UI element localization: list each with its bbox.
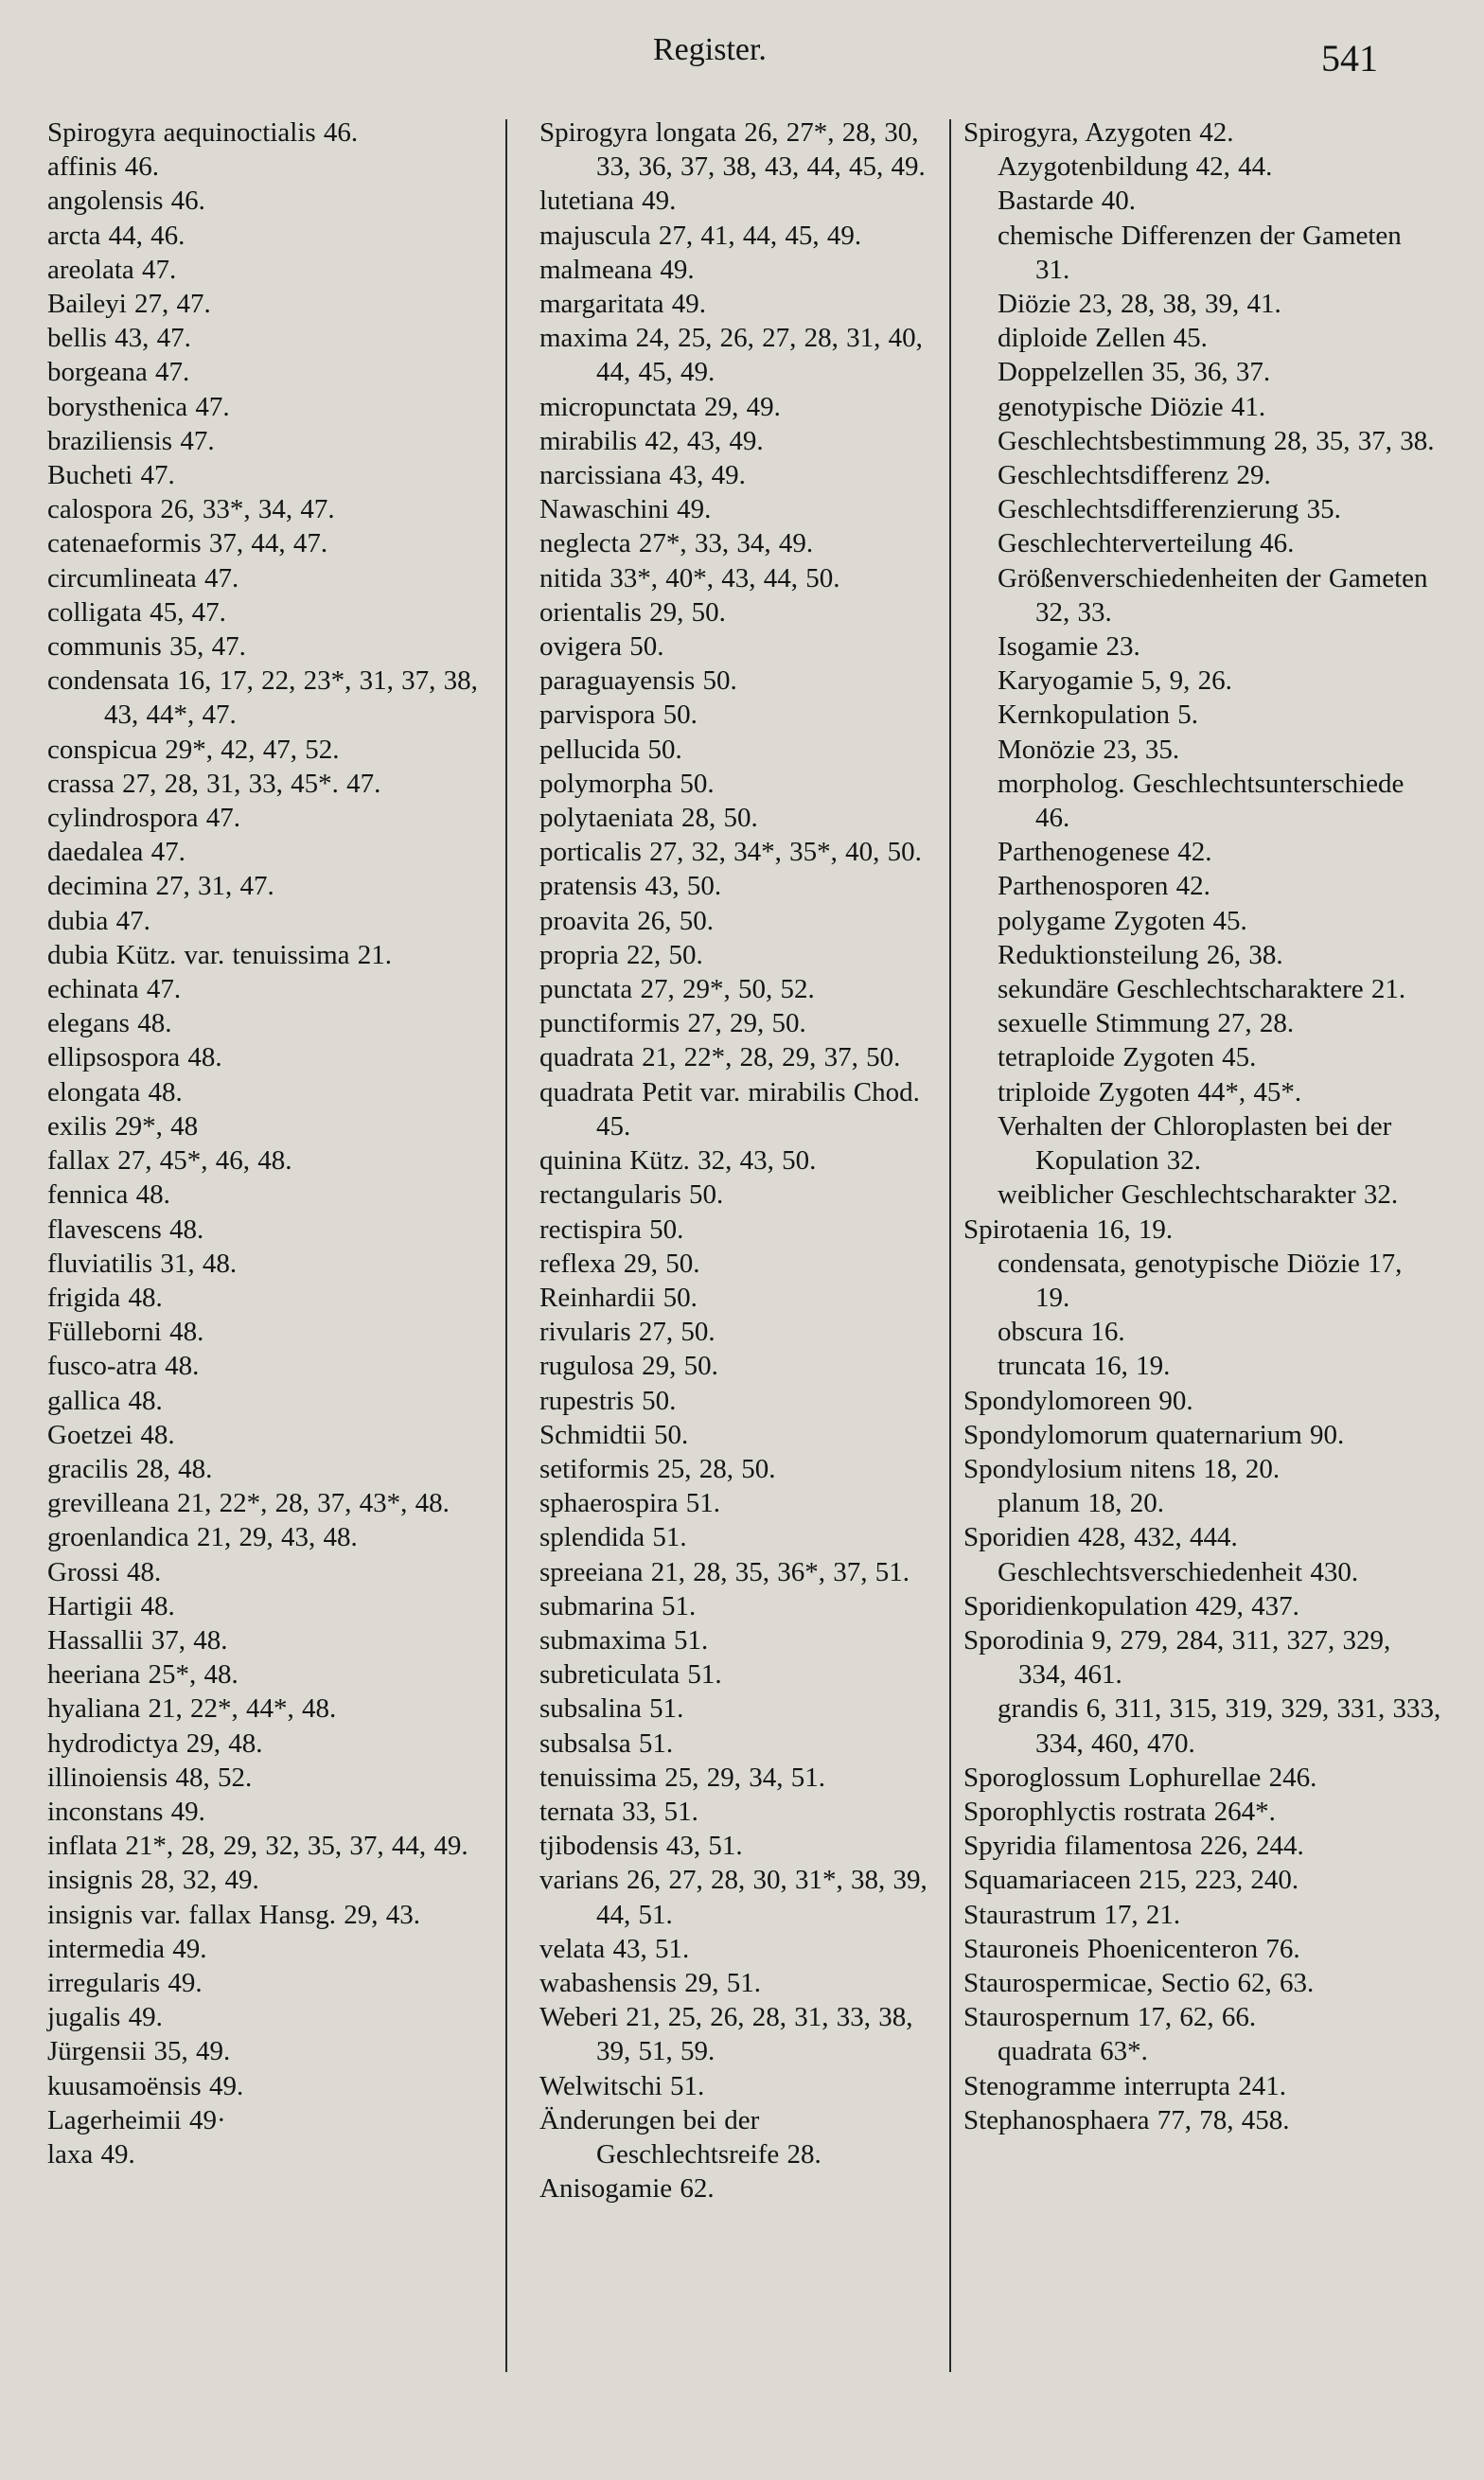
index-entry: borysthenica 47. [47,391,230,422]
index-entry: submaxima 51. [539,1624,709,1656]
index-entry: sexuelle Stimmung 27, 28. [998,1008,1295,1039]
index-entry: lutetiana 49. [539,186,677,217]
index-entry: narcissiana 43, 49. [539,460,746,491]
index-entry: Reinhardii 50. [539,1282,698,1313]
index-entry: obscura 16. [998,1317,1125,1348]
index-entry: Welwitschi 51. [539,2070,705,2101]
index-entry: fluviatilis 31, 48. [47,1248,238,1279]
index-column-3 [963,115,1441,2137]
index-entry: diploide Zellen 45. [998,323,1208,354]
index-entry: echinata 47. [47,974,182,1005]
index-entry: Geschlechtsbestimmung 28, 35, 37, 38. [998,425,1435,456]
index-entry: Geschlechterverteilung 46. [998,528,1295,559]
index-entry: Sporidienkopulation 429, 437. [963,1590,1299,1621]
index-entry: truncata 16, 19. [998,1351,1171,1382]
index-entry: grandis 6, 311, 315, 319, 329, 331, 333, 334, 460, 470. [998,1693,1441,1759]
index-entry: maxima 24, 25, 26, 27, 28, 31, 40, 44, 45, 49. [539,323,923,388]
index-entry-list [47,115,502,2171]
index-entry: rivularis 27, 50. [539,1317,716,1348]
index-entry: Karyogamie 5, 9, 26. [998,665,1232,697]
index-entry: frigida 48. [47,1282,163,1313]
index-entry: tetraploide Zygoten 45. [998,1042,1257,1073]
index-entry: intermedia 49. [47,1933,207,1964]
index-entry: kuusamoënsis 49. [47,2070,244,2101]
index-entry: Sporidien 428, 432, 444. [963,1522,1238,1553]
index-entry: porticalis 27, 32, 34*, 35*, 40, 50. [539,837,922,868]
index-entry: exilis 29*, 48 [47,1110,199,1142]
index-entry: quadrata 63*. [998,2036,1148,2067]
index-entry: malmeana 49. [539,254,695,285]
index-entry: splendida 51. [539,1522,687,1553]
index-entry: laxa 49. [47,2138,135,2170]
index-entry: conspicua 29*, 42, 47, 52. [47,734,340,765]
index-entry: Anisogamie 62. [539,2173,715,2205]
index-entry: subsalsa 51. [539,1727,674,1759]
index-entry: triploide Zygoten 44*, 45*. [998,1076,1302,1107]
index-entry: calospora 26, 33*, 34, 47. [47,494,335,525]
index-entry: Baileyi 27, 47. [47,289,211,320]
index-entry: Diözie 23, 28, 38, 39, 41. [998,289,1281,320]
index-entry: Kernkopulation 5. [998,700,1199,731]
index-entry: weiblicher Geschlechtscharakter 32. [998,1179,1399,1211]
index-entry: Spirotaenia 16, 19. [963,1213,1174,1245]
index-entry: communis 35, 47. [47,631,246,663]
index-entry: insignis 28, 32, 49. [47,1865,259,1896]
index-entry: decimina 27, 31, 47. [47,871,274,902]
index-entry: Azygotenbildung 42, 44. [998,151,1273,183]
index-entry: Sporoglossum Lophurellae 246. [963,1762,1317,1793]
index-entry: wabashensis 29, 51. [539,1967,761,1998]
index-entry: Spondylomoreen 90. [963,1385,1193,1416]
index-entry: areolata 47. [47,254,177,285]
index-entry: Stenogramme interrupta 241. [963,2070,1287,2101]
index-entry-list [539,115,946,2205]
index-entry: Doppelzellen 35, 36, 37. [998,357,1271,388]
index-entry: proavita 26, 50. [539,905,715,936]
index-entry: ellipsospora 48. [47,1042,222,1073]
index-entry: rectispira 50. [539,1213,684,1245]
index-entry: neglecta 27*, 33, 34, 49. [539,528,814,559]
index-entry: fennica 48. [47,1179,170,1211]
index-entry: affinis 46. [47,151,160,183]
index-entry: fallax 27, 45*, 46, 48. [47,1145,292,1177]
index-entry: Reduktionsteilung 26, 38. [998,939,1283,970]
index-entry: tenuissima 25, 29, 34, 51. [539,1762,826,1793]
index-entry: rugulosa 29, 50. [539,1351,718,1382]
index-entry: irregularis 49. [47,1967,203,1998]
index-entry: grevilleana 21, 22*, 28, 37, 43*, 48. [47,1488,450,1519]
index-entry: paraguayensis 50. [539,665,737,697]
index-entry: Geschlechtsverschiedenheit 430. [998,1556,1359,1587]
index-entry: Staurospermicae, Sectio 62, 63. [963,1967,1315,1998]
index-entry: morpholog. Geschlechtsunterschiede 46. [998,768,1404,834]
index-entry: flavescens 48. [47,1213,204,1245]
index-entry: groenlandica 21, 29, 43, 48. [47,1522,358,1553]
index-entry: ternata 33, 51. [539,1796,698,1827]
index-entry: dubia 47. [47,905,150,936]
index-entry: sekundäre Geschlechtscharaktere 21. [998,974,1406,1005]
index-entry: condensata, genotypische Diözie 17, 19. [998,1248,1403,1313]
index-entry: illinoiensis 48, 52. [47,1762,253,1793]
index-entry: micropunctata 29, 49. [539,391,781,422]
index-entry: gallica 48. [47,1385,163,1416]
index-entry: Bucheti 47. [47,460,175,491]
index-entry: Stephanosphaera 77, 78, 458. [963,2104,1290,2135]
index-entry: Hartigii 48. [47,1590,175,1621]
index-entry: pellucida 50. [539,734,682,765]
index-entry: angolensis 46. [47,186,205,217]
index-entry: braziliensis 47. [47,425,215,456]
index-entry: Schmidtii 50. [539,1419,689,1450]
index-entry: circumlineata 47. [47,562,239,593]
index-entry: chemische Differenzen der Gameten 31. [998,220,1402,285]
index-entry: submarina 51. [539,1590,697,1621]
index-entry: condensata 16, 17, 22, 23*, 31, 37, 38, 43, 44*, 47. [47,665,478,731]
index-entry: nitida 33*, 40*, 43, 44, 50. [539,562,840,593]
index-entry: insignis var. fallax Hansg. 29, 43. [47,1899,421,1930]
index-entry: Geschlechtsdifferenzierung 35. [998,494,1341,525]
index-entry: Goetzei 48. [47,1419,175,1450]
index-entry: borgeana 47. [47,357,190,388]
index-entry: Größenverschiedenheiten der Gameten 32, 33. [998,562,1428,628]
index-entry: jugalis 49. [47,2002,163,2033]
index-entry: Spondylosium nitens 18, 20. [963,1453,1281,1484]
index-entry: Spirogyra longata 26, 27*, 28, 30, 33, 36, 37, 38, 43, 44, 45, 49. [539,117,926,183]
index-entry: Monözie 23, 35. [998,734,1180,765]
index-entry: parvispora 50. [539,700,698,731]
index-entry: Staurastrum 17, 21. [963,1899,1181,1930]
page-number: 541 [1321,37,1378,80]
index-entry: inconstans 49. [47,1796,205,1827]
index-entry: varians 26, 27, 28, 30, 31*, 38, 39, 44, 51. [539,1865,928,1930]
index-entry-list [963,115,1441,2137]
index-entry: cylindrospora 47. [47,803,240,834]
index-entry: setiformis 25, 28, 50. [539,1453,776,1484]
index-entry: majuscula 27, 41, 44, 45, 49. [539,220,862,251]
index-entry: Änderungen bei der Geschlechtsreife 28. [539,2104,822,2170]
index-entry: Squamariaceen 215, 223, 240. [963,1865,1299,1896]
index-entry: bellis 43, 47. [47,323,191,354]
index-entry: Staurospernum 17, 62, 66. [963,2002,1257,2033]
index-entry: crassa 27, 28, 31, 33, 45*. 47. [47,768,381,799]
index-entry: Sporodinia 9, 279, 284, 311, 327, 329, 334, 461. [963,1624,1391,1691]
index-entry: Spirogyra, Azygoten 42. [963,117,1234,148]
index-entry: polygame Zygoten 45. [998,905,1247,936]
index-entry: Geschlechtsdifferenz 29. [998,460,1271,491]
index-entry: propria 22, 50. [539,939,703,970]
index-entry: Parthenogenese 42. [998,837,1212,868]
header-title: Register. [653,32,767,67]
index-entry: quinina Kütz. 32, 43, 50. [539,1145,817,1177]
index-entry: punctata 27, 29*, 50, 52. [539,974,815,1005]
index-entry: Lagerheimii 49· [47,2104,226,2135]
index-entry: planum 18, 20. [998,1488,1164,1519]
index-entry: hyaliana 21, 22*, 44*, 48. [47,1693,337,1725]
index-entry: daedalea 47. [47,837,186,868]
index-entry: rupestris 50. [539,1385,677,1416]
index-entry: Bastarde 40. [998,186,1136,217]
index-entry: elongata 48. [47,1076,183,1107]
index-entry: punctiformis 27, 29, 50. [539,1008,806,1039]
index-entry: genotypische Diözie 41. [998,391,1266,422]
index-column-2 [539,115,946,2205]
index-entry: catenaeformis 37, 44, 47. [47,528,328,559]
index-entry: subreticulata 51. [539,1659,722,1691]
index-entry: spreeiana 21, 28, 35, 36*, 37, 51. [539,1556,910,1587]
index-entry: orientalis 29, 50. [539,596,726,628]
index-entry: ovigera 50. [539,631,664,663]
index-entry: Stauroneis Phoenicenteron 76. [963,1933,1300,1964]
index-entry: rectangularis 50. [539,1179,724,1211]
index-entry: gracilis 28, 48. [47,1453,213,1484]
index-entry: elegans 48. [47,1008,172,1039]
index-entry: tjibodensis 43, 51. [539,1831,743,1862]
index-entry: Spondylomorum quaternarium 90. [963,1419,1345,1450]
column-divider [505,119,507,2372]
index-entry: Verhalten der Chloroplasten bei der Kopulation 32. [998,1110,1392,1177]
index-entry: Spirogyra aequinoctialis 46. [47,117,359,148]
index-entry: margaritata 49. [539,289,707,320]
index-entry: subsalina 51. [539,1693,684,1725]
index-entry: quadrata Petit var. mirabilis Chod. 45. [539,1076,920,1142]
index-entry: Spyridia filamentosa 226, 244. [963,1831,1304,1862]
index-entry: Weberi 21, 25, 26, 28, 31, 33, 38, 39, 51, 59. [539,2002,913,2067]
index-entry: pratensis 43, 50. [539,871,722,902]
index-entry: quadrata 21, 22*, 28, 29, 37, 50. [539,1042,901,1073]
index-entry: Isogamie 23. [998,631,1140,663]
index-entry: Fülleborni 48. [47,1317,204,1348]
running-header [0,30,1484,87]
index-column-1 [47,115,502,2171]
column-divider [949,119,951,2372]
index-entry: Hassallii 37, 48. [47,1624,228,1656]
index-entry: dubia Kütz. var. tenuissima 21. [47,939,393,970]
index-entry: Parthenosporen 42. [998,871,1210,902]
index-entry: hydrodictya 29, 48. [47,1727,263,1759]
index-entry: Grossi 48. [47,1556,162,1587]
index-entry: sphaerospira 51. [539,1488,721,1519]
index-entry: polytaeniata 28, 50. [539,803,758,834]
index-entry: colligata 45, 47. [47,596,226,628]
index-entry: Nawaschini 49. [539,494,712,525]
index-entry: velata 43, 51. [539,1933,690,1964]
index-entry: heeriana 25*, 48. [47,1659,238,1691]
index-entry: Sporophlyctis rostrata 264*. [963,1796,1276,1827]
index-entry: fusco-atra 48. [47,1351,200,1382]
index-entry: arcta 44, 46. [47,220,186,251]
index-entry: inflata 21*, 28, 29, 32, 35, 37, 44, 49. [47,1831,468,1862]
index-entry: Jürgensii 35, 49. [47,2036,231,2067]
index-entry: reflexa 29, 50. [539,1248,700,1279]
index-entry: polymorpha 50. [539,768,715,799]
index-entry: mirabilis 42, 43, 49. [539,425,764,456]
